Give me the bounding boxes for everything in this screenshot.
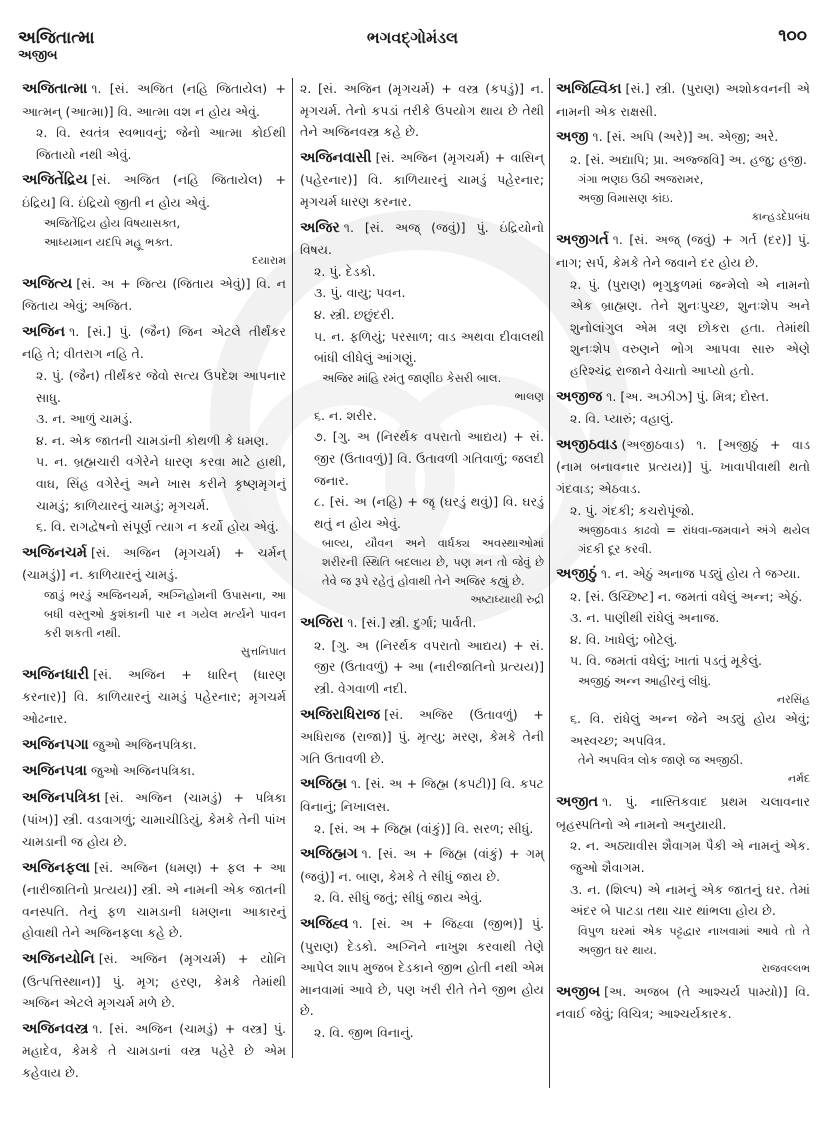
entry-definition: ૧. [સં. અજ્ (જવું) + ગર્ત (દર)] પું. નાગ; સર્પ, કેમકે તેને જવાને દર હોય છે.: [556, 232, 810, 270]
guide-word-left-secondary: અજીબ: [18, 48, 58, 63]
entry-definition: [સં. અ + જિત્ય (જિતાય એવું)] વિ. ન જિતાય એવું; અજિત.: [22, 275, 286, 314]
entry-definition: ૧. [સં. અજિન (ચામડું) + વસ્ત્ર] પું. મહાદેવ, કેમકે તે ચામડાનાં વસ્ત્ર પહેરે છે એમ કહેવાય છે.: [22, 1020, 286, 1080]
column-1: [22, 78, 286, 1088]
entry-headword: અજીબ: [556, 983, 601, 1000]
dictionary-entry: [300, 612, 544, 699]
entry-headword: અજીઠવાડ: [556, 436, 618, 453]
dictionary-entry: [556, 434, 810, 559]
dictionary-entry: [22, 787, 286, 853]
citation-source: ભાલણ: [514, 389, 544, 403]
dictionary-entry: [22, 321, 286, 538]
entry-headword: અજિરા: [300, 615, 344, 632]
entry-sense: ૨. પું. દેડકો.: [314, 263, 376, 279]
entry-headword: અજિનફલા: [22, 859, 90, 876]
entry-headword: અજી: [556, 129, 589, 146]
dictionary-entry: [22, 664, 286, 730]
dictionary-entry: [22, 857, 286, 944]
entry-sense: ૨. પું. (જૈન) તીર્થંકર જેવો સત્ય ઉપદેશ આપનાર સાધુ.: [36, 367, 286, 405]
entry-definition: ૧. [સં.] પું. (જૈન) જિન એટલે તીર્થંકર નહિ તે; વીતરાગ નહિ તે.: [22, 323, 286, 362]
entry-sense: ૫. વિ. જમતાં વધેલું; ખાતાં પડતું મૂકેલું.: [570, 653, 763, 669]
entry-headword: અજિનપગા: [22, 736, 89, 753]
entry-headword: અજિન: [22, 323, 66, 340]
entry-definition: ૧. [સં.] સ્ત્રી. દુર્ગા; પાર્વતી.: [347, 615, 477, 631]
entry-sense: ૨. [ગુ. અ (નિરર્થક વપરાતો આદ્યય) + સં. જીર (ઉતાવળું) + આ (નારીજાતિનો પ્રત્યય)] સ્ત્રી. વેગવાળી નદી.: [314, 637, 544, 697]
citation-quote: તેને અપવિત્ર લોક જાણે જ અજીઠી.: [578, 753, 744, 768]
entry-definition: ૧. [સં. અ + જિહ્મ (વાંકું) + ગમ્ (જવું)] ન. બાણ, કેમકે તે સીધું જાય છે.: [300, 846, 544, 884]
entry-sense: ૩. પું. વાયુ; પવન.: [314, 285, 406, 301]
dictionary-entry: [300, 217, 544, 609]
dictionary-entry: [300, 78, 544, 143]
entry-definition: ૧. [સં. અજ્ (જવું)] પું. ઇંદ્રિયોનો વિષય.: [300, 219, 544, 258]
citation-quote: અજીઠું અન્ન આહીરનું લીધું.: [578, 674, 712, 689]
entry-headword: અજિનવાસી: [300, 149, 372, 166]
dictionary-entry: [556, 78, 810, 122]
entry-definition: જુઓ અજિનપત્રિકા.: [92, 736, 197, 752]
dictionary-entry: [300, 843, 544, 909]
citation-source: કાન્હડદેપ્રબંધ: [751, 210, 810, 224]
column-divider: [292, 78, 293, 1058]
entry-sense: ૬. ન. શરીર.: [314, 407, 377, 423]
page-header: [0, 12, 825, 63]
entry-sense: ૪. વિ. ખાધેલું; બોટેલું.: [570, 631, 678, 647]
entry-headword: અજિહ્મગ: [300, 846, 358, 863]
entry-headword: અજિરાધિરાજ: [300, 706, 381, 723]
entry-headword: અજિહ્મ: [300, 776, 348, 793]
dictionary-entry: [300, 773, 544, 839]
entry-definition: ૧. પું. નાસ્તિકવાદ પ્રથમ ચલાવનાર બૃહસ્પતિનો એ નામનો અનુયાયી.: [556, 794, 810, 832]
citation-quote: વિપુળ ઘરમાં એક પટ્ટદ્વાર નાખવામાં આવે તો તે અજીત ઘર થાય.: [578, 923, 810, 957]
entry-headword: અજિહ્વિકા: [556, 81, 622, 97]
citation-quote: અજી વિમાસણ કાંઇ.: [578, 191, 674, 206]
entry-definition: ૧. [સં. અપિ (અરે)] અ. એજી; અરે.: [592, 129, 779, 145]
entry-definition: ૧. [અ. અઝીઝ] પું. મિત્ર; દોસ્ત.: [606, 388, 770, 404]
column-divider: [549, 78, 550, 1088]
entry-sense: ૫. ન. ફળિયું; પરસાળ; વાડ અથવા દીવાલથી બાંધી લીધેલું આંગણું.: [314, 328, 544, 366]
citation-quote: બાલ્ય, યૌવન અને વાર્ધક્ય અવસ્થાઓમાં શરીરની સ્થિતિ બદલાય છે, પણ મન તો જેવું છે તેવે જ રૂપે રહેતું હોવાથી તેને અજિર કહ્યું છે.: [322, 536, 544, 589]
entry-definition: [સં. અજિન (ચામડું) + પત્રિકા (પાંખ)] સ્ત્રી. વડવાગળું; ચામાચીડિયું, કેમકે તેની પાંખ ચામડાની જ હોય છે.: [22, 789, 286, 850]
entry-definition: ૧. [સં. અ + જિહ્મ (કપટી)] વિ. કપટ વિનાનું; નિખાલસ.: [300, 776, 544, 815]
dictionary-entry: [22, 542, 286, 660]
entry-headword: અજીઠું: [556, 566, 597, 583]
dictionary-entry: [22, 169, 286, 268]
citation-quote: જાડું ભરડું અજિનચર્મ, અગ્નિહોમની ઉપાસના, આ બધી વસ્તુઓ કુશંકાની પાર ન ગયેલ મર્ત્યને પાવન કરી શકતી નથી.: [44, 587, 286, 640]
entry-sense: ૨. [સં. અદ્યાપિ; પ્રા. અજ્જવિ] અ. હજુ; હજી.: [570, 151, 807, 167]
citation-source: રાજવલ્લભ: [761, 961, 810, 975]
citation-quote: આધ્યમાન યદપિ મહૂ ભક્ત.: [44, 234, 173, 249]
entry-sense: ૨. વિ. સ્વતંત્ર સ્વભાવનું; જેનો આત્મા કોઈથી જિતાયો નથી એવું.: [36, 125, 286, 162]
entry-sense: ૬. વિ. રાગદ્વેષનો સંપૂર્ણ ત્યાગ ન કર્યો હોય એવું.: [36, 519, 279, 535]
column-2: [300, 78, 544, 1048]
entry-headword: અજિનપત્રિકા: [22, 789, 101, 806]
entry-sense: ૪. ન. એક જાતની ચામડાંની કોથળી કે ધમણ.: [36, 432, 269, 448]
dictionary-entry: [556, 563, 810, 787]
dictionary-entry: [300, 913, 544, 1044]
citation-quote: ગંગા ભણઇ ઉઠી અજરામર,: [578, 172, 704, 187]
entry-sense: ૨. પું. ગંદકી; કચરોપૂંજો.: [570, 502, 695, 518]
dictionary-entry: [556, 386, 810, 430]
entry-headword: અજિતેંદ્રિય: [22, 172, 88, 189]
dictionary-entry: [22, 948, 286, 1014]
page-number: ૧૦૦: [778, 26, 807, 46]
entry-definition: ૨. [સં. અજિન (મૃગચર્મ) + વસ્ત્ર (કપડું)] ન. મૃગચર્મ. તેનો કપડાં તરીકે ઉપયોગ થાય છે તેથી તેને અજિનવસ્ત્ર કહે છે.: [300, 81, 544, 140]
entry-headword: અજિહ્વ: [300, 916, 349, 932]
entry-definition: [સં. અજિન (મૃગચર્મ) + વાસિન્ (પહેરનાર)] વિ. કાળિયારનું ચામડું પહેરનાર; મૃગચર્મ ધારણ કરનાર.: [300, 149, 544, 209]
citation-quote: અજિર માંહિ રમંતુ જાણીઇ કેસરી બાલ.: [322, 370, 502, 385]
entry-headword: અજીત: [556, 794, 599, 811]
dictionary-entry: [22, 273, 286, 317]
citation-quote: અજિતેંદ્રિય હોય વિષયાસક્ત,: [44, 215, 181, 230]
citation-quote: અજીઠવાડ કાઢવો = રાંધવા-જમવાને અંગે થયેલ ગંદકી દૂર કરવી.: [578, 523, 810, 557]
entry-sense: ૪. સ્ત્રી. છછુંદરી.: [314, 306, 395, 322]
entry-definition: [સં. અજિન (ધમણ) + ફલ + આ (નારીજાતિનો પ્રત્યય)] સ્ત્રી. એ નામની એક જાતની વનસ્પતિ. તેનું ફળ ચામડાની ધમણના આકારનું હોવાથી તેને અજિનફલા કહે છે.: [22, 859, 286, 941]
dictionary-entry: [556, 791, 810, 977]
entry-definition: (અજીઠવાડ) ૧. [અજીઠું + વાડ (નામ બનાવનાર પ્રત્યય)] પું. ખાવાપીવાથી થતો ગંદવાડ; એઠવાડ.: [556, 436, 810, 496]
entry-sense: ૨. [સં. અ + જિહ્મ (વાંકું)] વિ. સરળ; સીધું.: [314, 820, 534, 836]
entry-headword: અજિનચર્મ: [22, 544, 87, 561]
dictionary-entry: [556, 981, 810, 1025]
dictionary-entry: [22, 760, 286, 783]
citation-source: દયારામ: [251, 253, 286, 267]
entry-sense: ૩. ન. (શિલ્પ) એ નામનું એક જાતનું ઘર. તેમાં અંદર બે પાટડા તથા ચાર થાંભલા હોય છે.: [570, 881, 810, 919]
entry-sense: ૩. ન. પાણીથી રાંધેલું અનાજ.: [570, 610, 720, 626]
entry-sense: ૨. વિ. પ્યારું; વહાલું.: [570, 411, 674, 427]
entry-headword: અજિર: [300, 219, 340, 236]
entry-definition: ૧. [સં. અજિત (નહિ જિતાયેલ) + આત્મન્ (આત્મા)] વિ. આત્મા વશ ન હોય એવું.: [22, 81, 286, 119]
entry-headword: અજીગર્ત: [556, 232, 609, 249]
entry-sense: ૨. પું. (પુરાણ) ભૃગુકુળમાં જન્મેલો એ નામનો એક બ્રાહ્મણ. તેને શુનઃપુચ્છ, શુનઃશેપ અને શુનોલાંગુલ એમ ત્રણ છોકરા હતા. તેમાંથી શુનઃશેપ વરુણને ભોગ આપવા સારુ એણે હરિશ્ચંદ્ર રાજાને વેચાતો આપ્યો હતો.: [570, 276, 810, 378]
entry-definition: ૧. [સં. અ + જિહ્વા (જીભ)] પું. (પુરાણ) દેડકો. અગ્નિને નાખુશ કરવાથી તેણે આપેલ શાપ મુજબ દેડકાને જીભ હોતી નથી એમ માનવામાં આવે છે, પણ ખરી રીતે તેને જીભ હોય છે.: [300, 916, 544, 1019]
entry-sense: ૨. [સં. ઉચ્છિષ્ટ] ન. જમતાં વધેલું અન્ન; એઠું.: [570, 588, 803, 604]
dictionary-entry: [300, 704, 544, 770]
entry-sense: ૨. ન. અઠ્યાવીસ શૈવાગમ પૈકી એ નામનું એક. જુઓ શૈવાગમ.: [570, 838, 810, 876]
dictionary-entry: [22, 78, 286, 165]
entry-sense: ૩. ન. આળું ચામડું.: [36, 411, 133, 427]
entry-headword: અજિતાત્મા: [22, 81, 88, 97]
entry-sense: ૭. [ગુ. અ (નિરર્થક વપરાતો આદ્યય) + સં. જીર (ઉતાવળું)] વિ. ઉતાવળી ગતિવાળું; જલદી જનાર.: [314, 429, 544, 488]
entry-definition: [સં. અજિર (ઉતાવળું) + અધિરાજ (રાજા)] પું. મૃત્યુ; મરણ, કેમકે તેની ગતિ ઉતાવળી છે.: [300, 706, 544, 766]
entry-headword: અજિત્ય: [22, 275, 73, 292]
entry-definition: [અ. અજબ (તે આશ્ચર્ય પામ્યો)] વિ. નવાઈ જેવું; વિચિત્ર; આશ્ચર્યકારક.: [556, 983, 810, 1022]
entry-sense: ૮. [સં. અ (નહિ) + જૄ (ઘરડું થવું)] વિ. ઘરડું થતું ન હોય એવું.: [314, 494, 544, 531]
citation-source: નરસિંહ: [776, 693, 810, 707]
entry-definition: [સં. અજિન (મૃગચર્મ) + યોનિ (ઉત્પત્તિસ્થાન)] પું. મૃગ; હરણ, કેમકે તેમાંથી અજિન એટલે મૃગચર્મ મળે છે.: [22, 951, 286, 1011]
entry-sense: ૫. ન. બ્રહ્મચારી વગેરેને ધારણ કરવા માટે હાથી, વાઘ, સિંહ વગેરેનું અને ખાસ કરીને કૃષ્ણમૃગનું ચામડું; કાળિયારનું ચામડું; મૃગચર્મ.: [36, 454, 286, 513]
entry-definition: [સં.] સ્ત્રી. (પુરાણ) અશોકવનની એ નામની એક રાક્ષસી.: [556, 81, 810, 119]
dictionary-entry: [22, 734, 286, 757]
dictionary-entry: [22, 1018, 286, 1084]
entry-sense: ૬. વિ. રાંધેલું અન્ન જેને અડ્યું હોય એવું; અસ્વચ્છ; અપવિત્ર.: [570, 711, 810, 748]
citation-source: અષ્ટાધ્યાયી રુદ્રી: [470, 593, 544, 607]
entry-sense: ૨. વિ. સીધું જતું; સીધું જાય એવું.: [314, 890, 483, 906]
entry-definition: [સં. અજિન + ધારિન્ (ધારણ કરનાર)] વિ. કાળિયારનું ચામડું પહેરનાર; મૃગચર્મ ઓઢનાર.: [22, 666, 286, 727]
column-3: [556, 78, 810, 1029]
entry-definition: [સં. અજિત (નહિ જિતાયેલ) + ઇંદ્રિય] વિ. ઇંદ્રિયો જીતી ન હોય એવું.: [22, 172, 286, 210]
book-title: ભગવદ્ગોમંડલ: [366, 28, 459, 47]
entry-sense: ૨. વિ. જીભ વિનાનું.: [314, 1024, 414, 1040]
guide-word-left: અજિતાત્મા: [18, 28, 95, 48]
citation-source: નર્મદ: [787, 772, 810, 786]
citation-source: સુત્તનિપાત: [240, 644, 286, 658]
entry-definition: ૧. ન. એઠું અનાજ પડ્યું હોય તે જગ્યા.: [600, 566, 801, 582]
entry-definition: જુઓ અજિનપત્રિકા.: [90, 763, 196, 779]
dictionary-entry: [300, 147, 544, 213]
entry-definition: [સં. અજિન (મૃગચર્મ) + ચર્મન્ (ચામડું)] ન. કાળિયારનું ચામડું.: [22, 544, 286, 583]
entry-headword: અજિનધારી: [22, 666, 89, 683]
entry-headword: અજિનયોનિ: [22, 951, 95, 967]
entry-headword: અજિનપત્રા: [22, 763, 87, 780]
entry-headword: અજીજ: [556, 388, 603, 405]
entry-headword: અજિનવસ્ત્ર: [22, 1020, 89, 1037]
dictionary-entry: [556, 126, 810, 225]
dictionary-entry: [556, 229, 810, 381]
